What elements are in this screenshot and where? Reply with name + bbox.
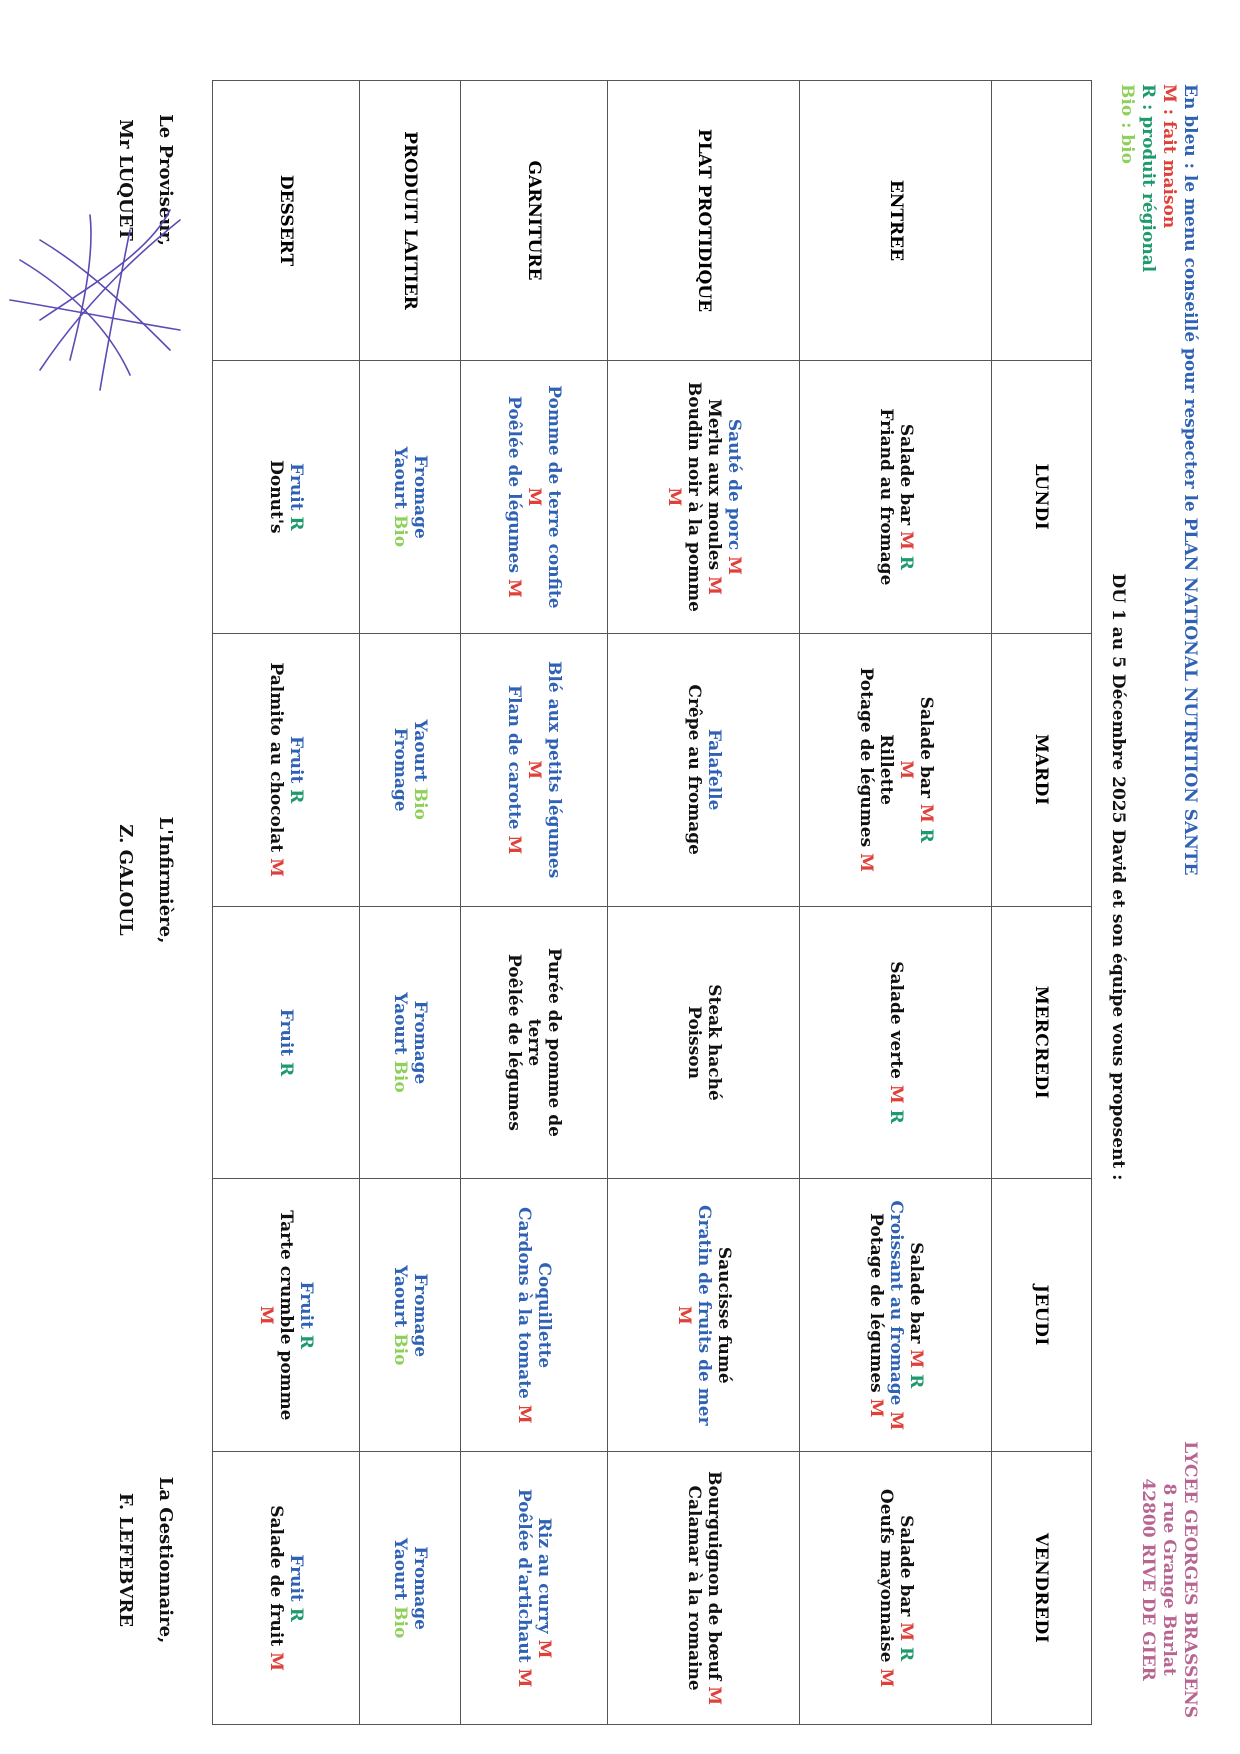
menu-line xyxy=(544,642,564,898)
menu-cell xyxy=(461,1179,608,1452)
menu-cell xyxy=(461,1452,608,1725)
menu-line xyxy=(906,1187,926,1443)
menu-line xyxy=(534,1187,554,1443)
row-label: GARNITURE xyxy=(461,81,608,361)
menu-text: Rillette xyxy=(875,734,896,806)
menu-text: Yaourt xyxy=(390,1537,411,1607)
menu-text: Boudin noir à la pomme xyxy=(683,381,704,612)
menu-line xyxy=(276,1187,296,1443)
menu-line xyxy=(684,1460,704,1716)
menu-text: M xyxy=(524,760,545,780)
menu-text: Flan de carotte xyxy=(504,685,525,836)
menu-line xyxy=(704,369,724,625)
menu-line xyxy=(684,642,704,898)
menu-line xyxy=(286,369,306,625)
menu-text: Pomme de terre confite xyxy=(544,385,565,609)
menu-cell xyxy=(800,361,992,634)
menu-line xyxy=(390,369,410,625)
menu-cell xyxy=(213,906,360,1179)
menu-table xyxy=(212,80,1092,1725)
menu-cell xyxy=(800,906,992,1179)
menu-line xyxy=(704,642,724,898)
menu-row xyxy=(608,81,800,1725)
menu-text: M xyxy=(514,1668,535,1688)
menu-text: M xyxy=(895,531,916,550)
gestionnaire-signature-block xyxy=(112,1440,178,1680)
legend-bio: Bio : bio xyxy=(1117,84,1137,164)
menu-line xyxy=(534,1460,554,1716)
menu-line xyxy=(504,915,524,1171)
menu-line xyxy=(684,915,704,1171)
menu-text: Bio xyxy=(390,514,411,548)
menu-text: M xyxy=(504,835,525,855)
menu-text: M xyxy=(855,853,876,872)
menu-text: Poêlée de légumes xyxy=(504,396,525,579)
menu-line xyxy=(524,915,544,1171)
school-street: 8 rue Grange Burlat xyxy=(1159,1483,1179,1676)
menu-text: M xyxy=(885,1084,906,1104)
menu-text: R xyxy=(285,789,306,804)
menu-text: Donut's xyxy=(265,460,286,534)
menu-text: Cardons à la tomate xyxy=(514,1207,535,1405)
menu-text: M xyxy=(905,1349,926,1369)
menu-line xyxy=(876,369,896,625)
menu-cell xyxy=(608,633,800,906)
menu-text: Crêpe au fromage xyxy=(683,684,704,855)
gestionnaire-name: F. LEFEBVRE xyxy=(115,1492,136,1628)
menu-text: Fruit xyxy=(285,1554,306,1608)
row-label: PRODUIT LAITIER xyxy=(359,81,461,361)
menu-cell xyxy=(213,1179,360,1452)
header-row xyxy=(992,81,1092,1725)
menu-line xyxy=(410,369,430,625)
menu-text: Saucisse fumé xyxy=(713,1246,734,1384)
proviseur-title: Le Proviseur, xyxy=(155,114,176,246)
menu-line xyxy=(896,642,916,898)
page-subtitle: DU 1 au 5 Décembre 2025 David et son équipe vous proposent : xyxy=(1108,573,1128,1181)
day-header: JEUDI xyxy=(992,1179,1092,1452)
menu-line xyxy=(256,1187,276,1443)
menu-text: Fruit xyxy=(285,735,306,790)
menu-text: Bio xyxy=(390,1606,411,1639)
menu-text: Calamar à la romaine xyxy=(683,1485,704,1691)
menu-line xyxy=(896,1460,916,1716)
menu-line xyxy=(876,642,896,898)
menu-line xyxy=(856,642,876,898)
menu-line xyxy=(504,642,524,898)
menu-line xyxy=(286,642,306,898)
menu-line xyxy=(916,642,936,898)
menu-line xyxy=(704,915,724,1171)
menu-line xyxy=(410,915,430,1171)
menu-cell xyxy=(608,906,800,1179)
menu-text: Coquillette xyxy=(534,1262,555,1369)
menu-cell xyxy=(359,633,461,906)
menu-line xyxy=(504,369,524,625)
menu-text: terre xyxy=(524,1018,545,1067)
menu-cell xyxy=(608,1452,800,1725)
menu-line xyxy=(410,1460,430,1716)
menu-text: Salade bar xyxy=(905,1242,926,1350)
menu-text: Salade bar xyxy=(895,1515,916,1623)
menu-row xyxy=(800,81,992,1725)
menu-text: M xyxy=(895,760,916,780)
menu-text: Bio xyxy=(390,1060,411,1093)
gestionnaire-title: La Gestionnaire, xyxy=(155,1476,176,1644)
school-address xyxy=(1137,1441,1200,1718)
menu-text: Poisson xyxy=(683,1006,704,1079)
menu-text: M xyxy=(915,803,936,823)
menu-line xyxy=(896,369,916,625)
menu-line xyxy=(886,1187,906,1443)
menu-line xyxy=(724,369,744,625)
menu-row xyxy=(213,81,360,1725)
menu-text: Steak haché xyxy=(703,984,724,1101)
menu-text: Blé aux petits légumes xyxy=(544,661,565,879)
menu-text: Yaourt xyxy=(390,1265,411,1334)
day-header: MERCREDI xyxy=(992,906,1092,1179)
menu-line xyxy=(266,1460,286,1716)
menu-cell xyxy=(608,361,800,634)
menu-text: M xyxy=(703,1686,724,1706)
menu-cell xyxy=(800,1452,992,1725)
menu-text: R xyxy=(275,1062,296,1077)
menu-text: Fruit xyxy=(295,1281,316,1335)
legend xyxy=(1116,84,1200,875)
menu-cell xyxy=(359,361,461,634)
menu-line xyxy=(390,915,410,1171)
menu-text: Fromage xyxy=(390,727,411,812)
menu-text: M xyxy=(703,576,724,595)
menu-text: Bourguignon de bœuf xyxy=(703,1471,724,1687)
menu-line xyxy=(704,1460,724,1716)
menu-text: M xyxy=(673,1305,694,1325)
menu-line xyxy=(886,915,906,1171)
menu-line xyxy=(410,1187,430,1443)
menu-cell xyxy=(800,633,992,906)
menu-text: R xyxy=(895,1646,916,1662)
menu-text: M xyxy=(514,1404,535,1424)
menu-text: Bio xyxy=(390,1333,411,1366)
menu-cell xyxy=(359,906,461,1179)
proviseur-name: Mr LUQUET xyxy=(115,119,136,241)
menu-text: Riz au curry xyxy=(534,1517,555,1640)
menu-text: R xyxy=(285,516,306,531)
menu-line xyxy=(286,1460,306,1716)
menu-line xyxy=(684,369,704,625)
menu-line xyxy=(674,1187,694,1443)
menu-cell xyxy=(359,1452,461,1725)
menu-text: R xyxy=(915,828,936,843)
menu-text: Falafelle xyxy=(703,728,724,811)
menu-text: Fruit xyxy=(275,1008,296,1063)
day-header: VENDREDI xyxy=(992,1452,1092,1725)
menu-line xyxy=(524,642,544,898)
legend-blue: En bleu : le menu conseillé pour respecter le PLAN NATIONAL NUTRITION SANTE xyxy=(1180,84,1200,876)
row-label: ENTREE xyxy=(800,81,992,361)
menu-line xyxy=(390,1460,410,1716)
menu-text: Yaourt xyxy=(390,992,411,1061)
menu-text: Salade bar xyxy=(895,423,916,532)
menu-text: Poêlée d'artichaut xyxy=(514,1488,535,1669)
menu-text: R xyxy=(295,1334,316,1350)
menu-text: Purée de pomme de xyxy=(544,948,565,1137)
menu-text: R xyxy=(905,1374,926,1389)
menu-line xyxy=(876,1460,896,1716)
menu-table-body xyxy=(213,81,1092,1725)
menu-cell xyxy=(461,633,608,906)
day-header: MARDI xyxy=(992,633,1092,906)
menu-text: M xyxy=(723,556,744,575)
menu-line xyxy=(714,1187,734,1443)
menu-line xyxy=(664,369,684,625)
menu-text: Salade bar xyxy=(915,696,936,804)
day-header: LUNDI xyxy=(992,361,1092,634)
menu-text: Fromage xyxy=(410,1000,431,1085)
menu-text: M xyxy=(265,858,286,877)
menu-text: Fromage xyxy=(410,1546,431,1630)
menu-cell xyxy=(213,1452,360,1725)
menu-cell xyxy=(359,1179,461,1452)
menu-line xyxy=(694,1187,714,1443)
menu-text: M xyxy=(255,1305,276,1325)
menu-text: M xyxy=(663,487,684,507)
menu-text: Salade de fruit xyxy=(265,1505,286,1653)
menu-text: M xyxy=(265,1652,286,1671)
header-corner xyxy=(992,81,1092,361)
menu-text: Fromage xyxy=(410,1273,431,1358)
menu-text: Sauté de porc xyxy=(723,418,744,557)
menu-cell xyxy=(461,361,608,634)
menu-line xyxy=(544,915,564,1171)
school-city: 42800 RIVE DE GIER xyxy=(1138,1478,1158,1681)
legend-r: R : produit régional xyxy=(1138,84,1158,273)
menu-text: M xyxy=(875,1668,896,1688)
menu-line xyxy=(514,1460,534,1716)
menu-line xyxy=(390,642,410,898)
menu-text: Yaourt xyxy=(410,719,431,788)
menu-text: Fromage xyxy=(410,455,431,539)
menu-text: Tarte crumble pomme xyxy=(275,1210,296,1421)
menu-line xyxy=(266,369,286,625)
menu-line xyxy=(276,915,296,1171)
menu-text: M xyxy=(865,1398,886,1418)
menu-text: Fruit xyxy=(285,463,306,517)
menu-line xyxy=(266,642,286,898)
menu-text: M xyxy=(524,487,545,507)
menu-text: Oeufs mayonnaise xyxy=(875,1488,896,1669)
menu-cell xyxy=(800,1179,992,1452)
infirmiere-signature-block xyxy=(112,760,178,1000)
menu-line xyxy=(524,369,544,625)
menu-cell xyxy=(608,1179,800,1452)
menu-row xyxy=(359,81,461,1725)
handwritten-signature-icon xyxy=(0,200,190,400)
school-name: LYCEE GEORGES BRASSENS xyxy=(1180,1441,1200,1718)
menu-row xyxy=(461,81,608,1725)
menu-text: Salade verte xyxy=(885,961,906,1085)
menu-text: M xyxy=(895,1622,916,1642)
menu-text: Potage de légumes xyxy=(865,1213,886,1399)
menu-line xyxy=(544,369,564,625)
menu-text: M xyxy=(504,578,525,598)
menu-text: Merlu aux moules xyxy=(703,398,724,577)
menu-cell xyxy=(213,361,360,634)
menu-line xyxy=(514,1187,534,1443)
row-label: PLAT PROTIDIQUE xyxy=(608,81,800,361)
menu-text: M xyxy=(534,1639,555,1659)
menu-cell xyxy=(461,906,608,1179)
infirmiere-title: L'Infirmière, xyxy=(155,816,176,944)
menu-text: Yaourt xyxy=(390,446,411,515)
menu-line xyxy=(410,642,430,898)
menu-text: Potage de légumes xyxy=(855,667,876,854)
infirmiere-name: Z. GALOUL xyxy=(115,824,136,936)
menu-text: Poêlée de légumes xyxy=(504,953,525,1131)
menu-text: Croissant au fromage xyxy=(885,1200,906,1412)
menu-cell xyxy=(213,633,360,906)
row-label: DESSERT xyxy=(213,81,360,361)
menu-text: R xyxy=(885,1109,906,1124)
menu-text: Bio xyxy=(410,787,431,820)
menu-text: R xyxy=(895,555,916,570)
menu-line xyxy=(866,1187,886,1443)
menu-text: Friand au fromage xyxy=(875,408,896,586)
menu-line xyxy=(390,1187,410,1443)
menu-text: Gratin de fruits de mer xyxy=(693,1205,714,1426)
menu-text: M xyxy=(885,1411,906,1431)
legend-m: M : fait maison xyxy=(1159,84,1179,229)
menu-text: Palmito au chocolat xyxy=(265,662,286,859)
menu-text: R xyxy=(285,1607,306,1622)
menu-line xyxy=(296,1187,316,1443)
